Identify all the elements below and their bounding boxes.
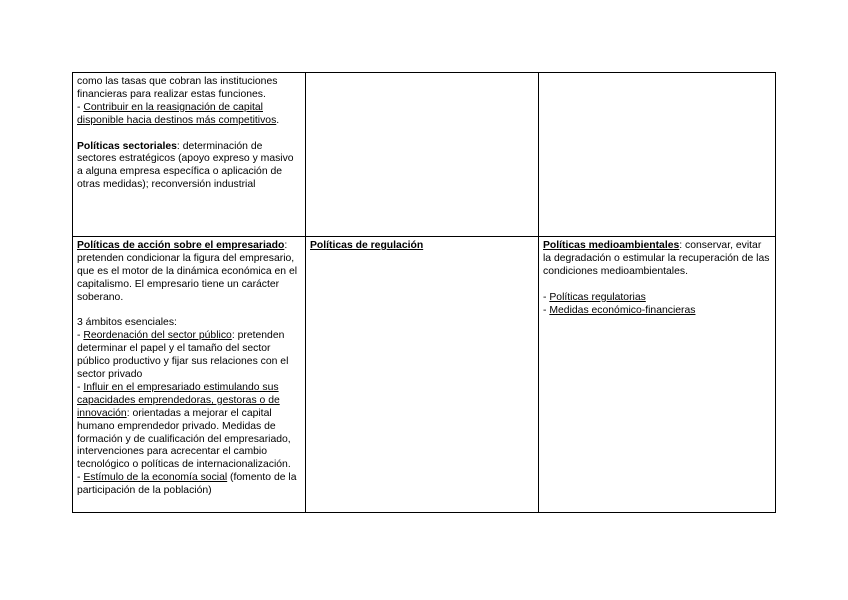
intro-text: como las tasas que cobran las instituciones financieras para realizar estas funciones.	[77, 76, 278, 100]
table-cell-r2c1	[73, 237, 306, 513]
regulatory-policies-item: Políticas regulatorias	[549, 291, 646, 303]
policy-table	[72, 72, 776, 513]
entrepreneurship-heading: Políticas de acción sobre el empresariado	[77, 240, 285, 251]
table-cell-r1c1	[73, 73, 306, 237]
social-economy-link: Estímulo de la economía social	[83, 472, 228, 484]
public-sector-text: : pretenden determinar el papel y el tamaño del sector público productivo y fijar sus relaciones con el sector privado	[77, 330, 289, 381]
item-prefix: -	[543, 291, 550, 303]
reallocation-link: Contribuir en la reasignación de capital disponible hacia destinos más competitivos	[77, 101, 277, 126]
paragraph-entrepreneurship	[77, 240, 301, 305]
bullet-prefix: -	[77, 101, 84, 113]
table-row	[73, 237, 776, 513]
entrepreneur-capacities-link: Influir en el empresariado estimulando sus capacidades emprendedoras, gestoras o de innovación	[77, 381, 280, 419]
table-cell-r2c3	[539, 237, 776, 513]
table-cell-r1c2	[306, 73, 539, 237]
economic-measures-item: Medidas económico-financieras	[549, 304, 696, 316]
item-prefix: -	[77, 330, 84, 342]
environmental-heading: Políticas medioambientales	[543, 240, 680, 251]
paragraph-financial	[77, 76, 301, 128]
entrepreneurship-text: : pretenden condicionar la figura del empresario, que es el motor de la dinámica económica en el capitalismo. El empresario tiene un carácter soberano.	[77, 240, 298, 303]
sectoral-text: : determinación de sectores estratégicos (apoyo expreso y masivo a alguna empresa específica o aplicación de otras medidas); reconversión industrial	[77, 140, 294, 191]
item-prefix: -	[77, 472, 84, 484]
regulation-heading: Políticas de regulación	[310, 240, 424, 251]
environmental-text: : conservar, evitar la degradación o estimular la recuperación de las condiciones medioambientales.	[543, 240, 770, 277]
public-sector-link: Reordenación del sector público	[83, 330, 232, 342]
table-cell-r1c3	[539, 73, 776, 237]
table-cell-r2c2	[306, 237, 539, 513]
item-prefix: -	[543, 304, 550, 316]
entrepreneur-capacities-text: : orientadas a mejorar el capital humano emprendedor privado. Medidas de formación y de cualificación del empresariado, intervenciones para acrecentar el cambio tecnológico o políticas de internacionalización.	[77, 407, 291, 471]
bullet-suffix: .	[276, 114, 280, 126]
social-economy-text: (fomento de la participación de la población)	[77, 472, 297, 497]
environmental-list	[543, 292, 771, 318]
paragraph-environmental	[543, 240, 771, 279]
item-prefix: -	[77, 381, 84, 393]
sectoral-heading: Políticas sectoriales	[77, 140, 177, 152]
paragraph-scopes	[77, 317, 301, 498]
scopes-intro: 3 ámbitos esenciales:	[77, 317, 177, 329]
paragraph-regulation	[310, 240, 534, 253]
table-row	[73, 73, 776, 237]
paragraph-sectoral	[77, 141, 301, 193]
